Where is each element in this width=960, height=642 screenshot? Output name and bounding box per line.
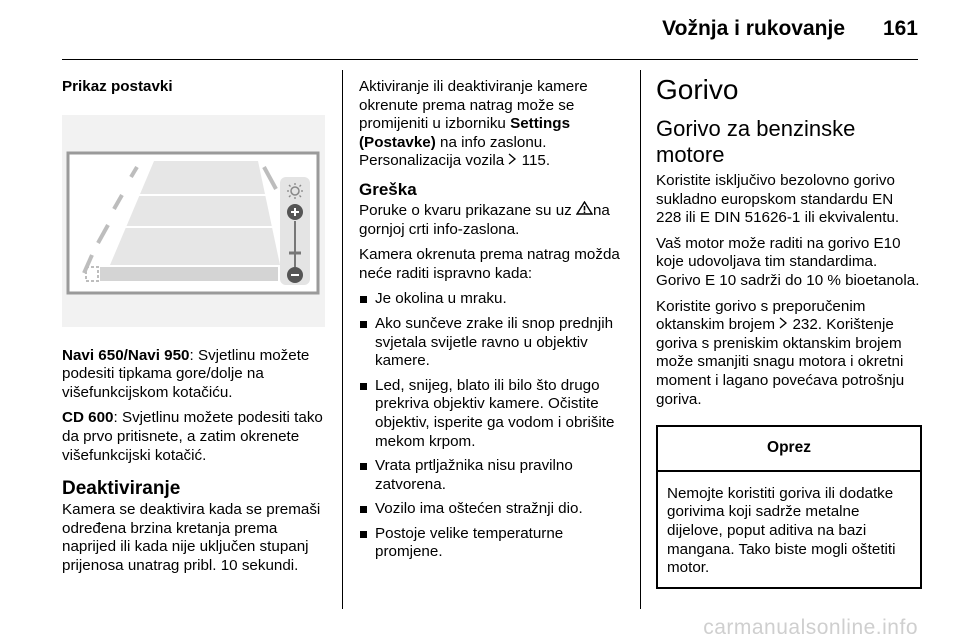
- paragraph-text: : Svjetlinu možete podesiti tako da prvo pritisnete, a zatim okrenete višefunkcijski kotačić.: [62, 409, 323, 464]
- paragraph-fuel-standard: Koristite isključivo bezolovno gorivo sukladno europskom standardu EN 228 ili E DIN 51626-1 ili ekvivalentu.: [656, 172, 900, 227]
- chapter-title: Vožnja i rukovanje: [662, 17, 845, 40]
- paragraph-text: Aktiviranje ili deaktiviranje kamere okrenute prema natrag može se promijeniti u izborniku: [359, 78, 588, 133]
- column-left: [62, 78, 327, 583]
- heading-error: Greška: [359, 179, 417, 199]
- column-middle: [359, 78, 625, 568]
- warning-triangle-icon: [576, 202, 593, 219]
- paragraph-deactivation: Kamera se deaktivira kada se premaši određena brzina kretanja prema naprijed ili kada nije uključen stupanj prijenosa unatrag pribl. 10 sekundi.: [62, 501, 321, 574]
- paragraph-text: na gornjoj crti info-zaslona.: [359, 201, 610, 238]
- paragraph-activation: [359, 78, 625, 171]
- list-item: Vrata prtljažnika nisu pravilno zatvorena.: [359, 457, 625, 494]
- section-title: Prikaz postavki: [62, 78, 173, 95]
- paragraph-text: Koristite gorivo s preporučenim oktanskim brojem: [656, 297, 866, 334]
- heading-petrol-fuel: Gorivo za benzinske motore: [656, 116, 856, 167]
- model-label: Navi 650/Navi 950: [62, 346, 190, 364]
- conditions-list: [359, 290, 625, 562]
- paragraph-text: : Svjetlinu možete podesiti tipkama gore/dolje na višefunkcijskom kotačiću.: [62, 346, 310, 401]
- paragraph-text: Korištenje goriva s preniskim oktanskim brojem može smanjiti snagu motora i okretni moment i lagano povećava potrošnju goriva.: [656, 316, 905, 408]
- list-item: Ako sunčeve zrake ili snop prednjih svjetala svijetle ravno u objektiv kamere.: [359, 315, 625, 371]
- list-item: Je okolina u mraku.: [359, 290, 625, 309]
- page-header: [0, 0, 960, 60]
- page-reference-arrow-icon: [508, 152, 517, 169]
- page-reference: 232.: [792, 316, 823, 334]
- paragraph-cd600: [62, 409, 327, 465]
- rear-camera-brightness-display-icon: [62, 115, 325, 327]
- paragraph-navi: [62, 347, 327, 403]
- column-divider: [342, 70, 343, 609]
- rear-camera-brightness-figure: [62, 115, 325, 327]
- paragraph-text: na info zaslonu.: [435, 133, 547, 151]
- page-number: 161: [882, 17, 918, 40]
- column-right: [656, 74, 922, 589]
- paragraph-text: Poruke o kvaru prikazane su uz: [359, 201, 576, 219]
- model-label: CD 600: [62, 409, 114, 427]
- paragraph-octane: [656, 298, 922, 410]
- column-divider: [640, 70, 641, 609]
- page-reference: 115.: [521, 152, 551, 170]
- menu-name: Settings (Postavke): [359, 115, 571, 151]
- list-item: Led, snijeg, blato ili bilo što drugo prekriva objektiv kamere. Očistite objektiv, isperite ga vodom i obrišite mekom krpom.: [359, 377, 625, 451]
- paragraph-e10: Vaš motor može raditi na gorivo E10 koje udovoljava tim standardima. Gorivo E 10 sadrži do 10 % bioetanola.: [656, 234, 920, 289]
- heading-deactivation: Deaktiviranje: [62, 478, 181, 500]
- watermark: carmanualsonline.info: [703, 616, 918, 639]
- caution-title: Oprez: [658, 427, 920, 472]
- list-item: Vozilo ima oštećen stražnji dio.: [359, 500, 625, 519]
- heading-fuel: Gorivo: [656, 74, 739, 105]
- paragraph-error: [359, 201, 625, 239]
- list-item: Postoje velike temperaturne promjene.: [359, 525, 625, 562]
- paragraph-conditions: Kamera okrenuta prema natrag možda neće raditi ispravno kada:: [359, 246, 620, 282]
- paragraph-text: Personalizacija vozila: [359, 152, 509, 170]
- header-rule: [62, 59, 918, 60]
- caution-box: [656, 425, 922, 589]
- caution-text: Nemojte koristiti goriva ili dodatke gorivima koji sadrže metalne dijelove, poput aditiva na bazi mangana. Tako biste mogli oštetiti motor.: [667, 484, 896, 577]
- page-reference-arrow-icon: [779, 316, 788, 333]
